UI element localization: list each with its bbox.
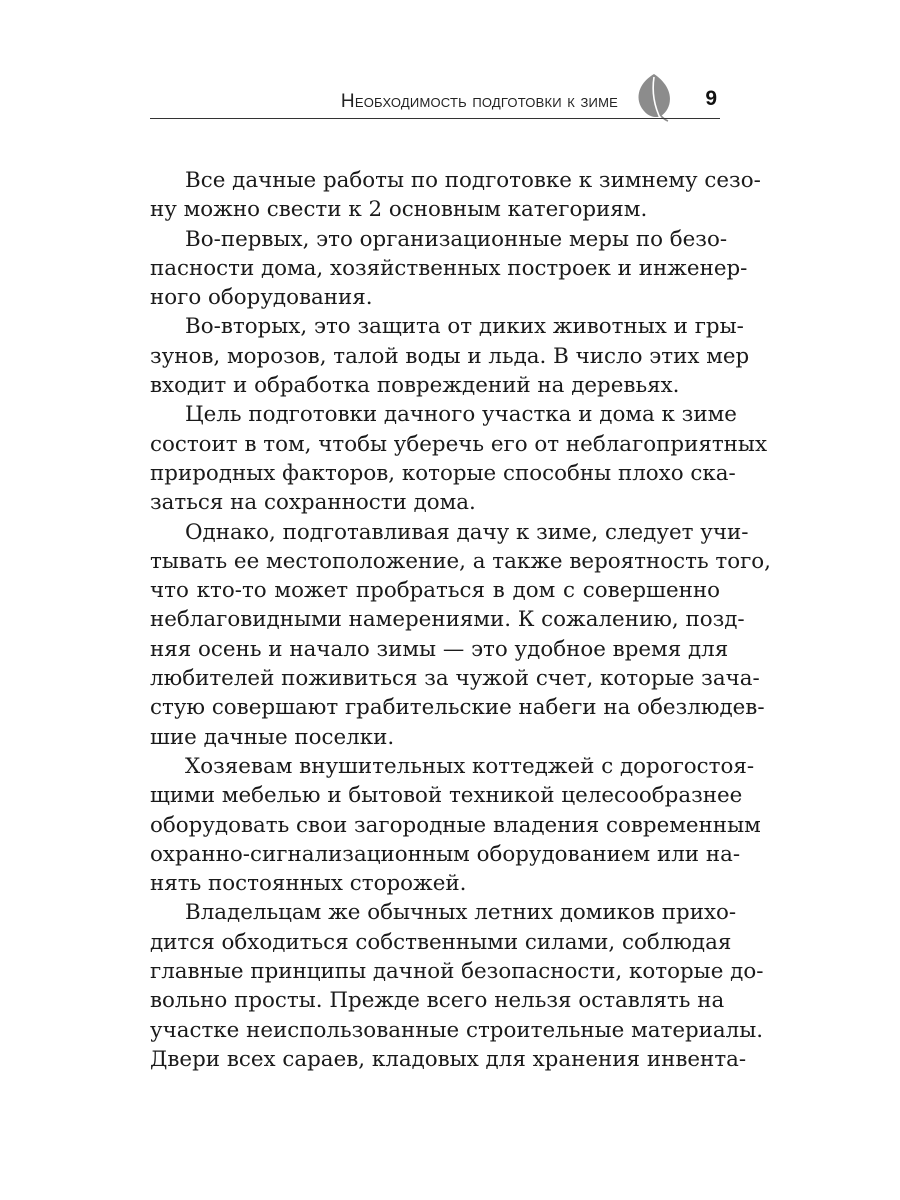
leaf-icon	[631, 72, 677, 122]
header-rule	[150, 118, 720, 119]
text-line: вольно просты. Прежде всего нельзя оставлять на	[150, 988, 725, 1014]
text-line: дится обходиться собственными силами, соблюдая	[150, 929, 732, 955]
text-line: Владельцам же обычных летних домиков прихо-	[185, 900, 737, 926]
page-number: 9	[705, 87, 717, 110]
text-line: ного оборудования.	[150, 285, 373, 311]
text-line: пасности дома, хозяйственных построек и инженер-	[150, 255, 748, 281]
text-line: входит и обработка повреждений на деревьях.	[150, 373, 680, 399]
text-line: главные принципы дачной безопасности, которые до-	[150, 959, 764, 985]
text-line: Цель подготовки дачного участка и дома к зиме	[185, 402, 737, 428]
paragraph	[150, 518, 771, 752]
running-header	[150, 72, 720, 120]
body-text	[150, 166, 771, 1074]
text-line: оборудовать свои загородные владения современным	[150, 812, 761, 838]
paragraph	[150, 166, 761, 225]
text-line: шие дачные поселки.	[150, 724, 395, 750]
text-line: няя осень и начало зимы — это удобное время для	[150, 636, 729, 662]
text-line: заться на сохранности дома.	[150, 490, 476, 516]
text-line: Во-вторых, это защита от диких животных и гры-	[185, 314, 744, 340]
text-line: участке неиспользованные строительные материалы.	[150, 1017, 764, 1043]
text-line: Все дачные работы по подготовке к зимнему сезо-	[185, 168, 761, 193]
text-line: любителей поживиться за чужой счет, которые зача-	[150, 666, 760, 692]
header-title: Необходимость подготовки к зиме	[340, 91, 618, 112]
text-line: что кто-то может пробраться в дом с совершенно	[150, 578, 720, 604]
paragraph	[150, 752, 761, 898]
paragraph	[150, 898, 764, 1074]
text-line: неблаговидными намерениями. К сожалению, позд-	[150, 607, 745, 633]
text-line: Двери всех сараев, кладовых для хранения инвента-	[150, 1046, 747, 1072]
text-line: стую совершают грабительские набеги на обезлюдев-	[150, 695, 765, 721]
paragraph	[150, 225, 748, 313]
text-line: природных факторов, которые способны плохо ска-	[150, 460, 736, 486]
text-line: нять постоянных сторожей.	[150, 871, 467, 897]
text-line: Однако, подготавливая дачу к зиме, следует учи-	[185, 519, 749, 545]
text-line: охранно-сигнализационным оборудованием или на-	[150, 841, 741, 867]
text-line: Во-первых, это организационные меры по безо-	[185, 226, 728, 252]
text-line: тывать ее местоположение, а также вероятность того,	[150, 548, 771, 574]
paragraph	[150, 400, 768, 517]
text-line: состоит в том, чтобы уберечь его от неблагоприятных	[150, 431, 768, 457]
text-line: зунов, морозов, талой воды и льда. В число этих мер	[150, 343, 750, 369]
text-line: Хозяевам внушительных коттеджей с дорогостоя-	[185, 753, 755, 779]
text-line: ну можно свести к 2 основным категориям.	[150, 197, 648, 223]
paragraph	[150, 312, 750, 400]
text-line: щими мебелью и бытовой техникой целесообразнее	[150, 783, 743, 809]
